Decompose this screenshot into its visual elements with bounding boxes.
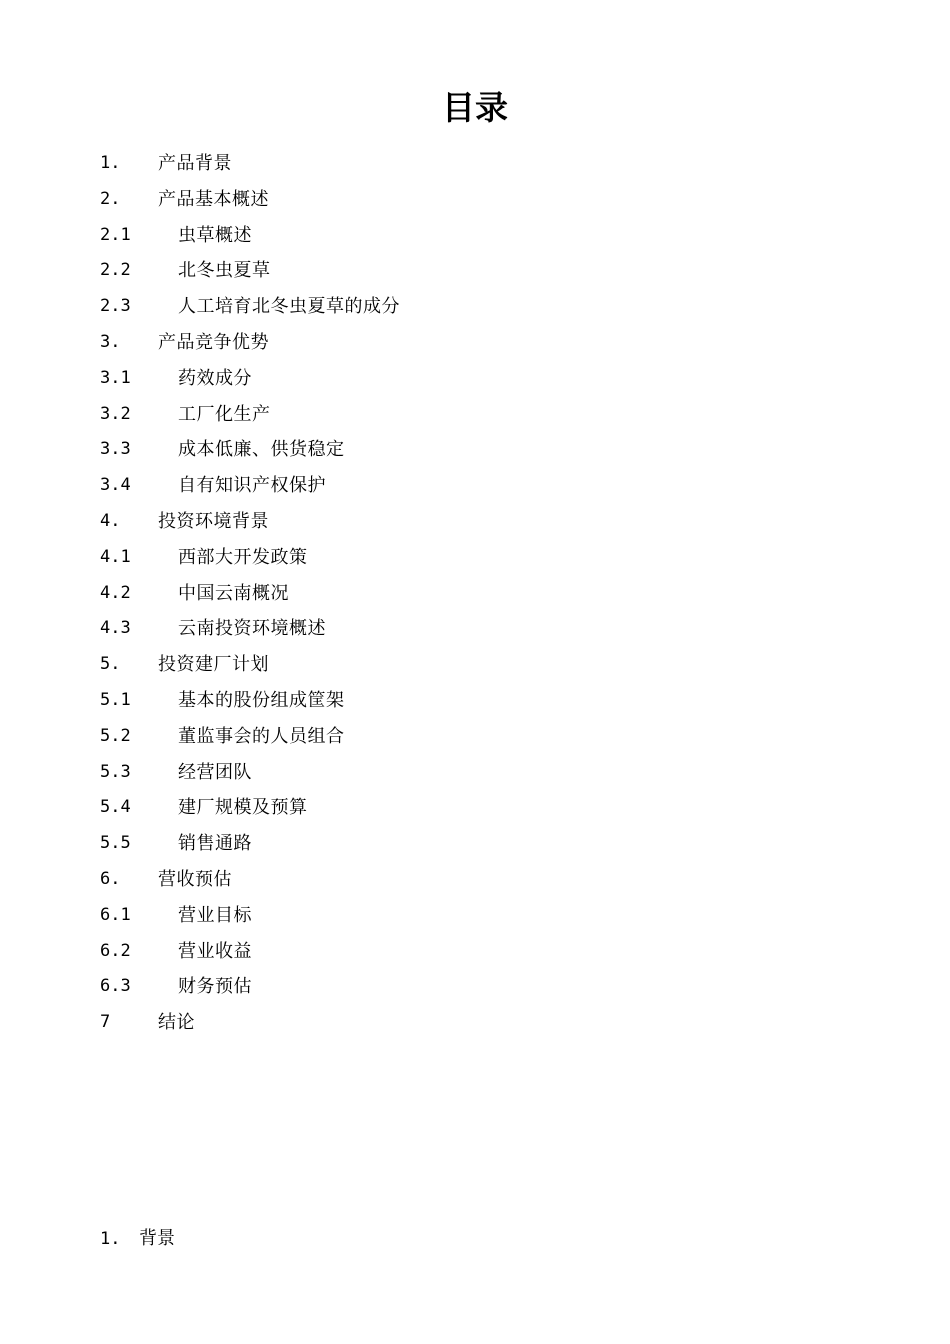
toc-entry-number: 3.4 <box>100 475 131 496</box>
toc-entry-label: 营收预估 <box>158 868 232 890</box>
toc-entry-label: 财务预估 <box>178 976 252 998</box>
toc-entry-number: 4.2 <box>100 582 131 603</box>
toc-entry-number: 5.3 <box>100 761 131 782</box>
toc-entry[interactable] <box>100 504 860 540</box>
toc-entry-label: 营业收益 <box>178 940 252 962</box>
toc-entry-label: 营业目标 <box>178 904 252 926</box>
toc-entry-number: 4.3 <box>100 618 131 639</box>
toc-entry-label: 人工培育北冬虫夏草的成分 <box>178 296 400 318</box>
toc-entry-number: 2.1 <box>100 224 131 245</box>
toc-entry[interactable] <box>100 432 860 468</box>
toc-entry[interactable] <box>100 468 860 504</box>
toc-entry[interactable] <box>100 647 860 683</box>
toc-entry-label: 产品基本概述 <box>158 188 269 210</box>
toc-entry-number: 5.1 <box>100 689 131 710</box>
toc-entry[interactable] <box>100 361 860 397</box>
toc-entry[interactable] <box>100 898 860 934</box>
toc-entry-number: 3.2 <box>100 403 131 424</box>
toc-entry[interactable] <box>100 289 860 325</box>
toc-entry-number: 3.3 <box>100 439 131 460</box>
toc-entry[interactable] <box>100 218 860 254</box>
toc-entry[interactable] <box>100 611 860 647</box>
toc-entry[interactable] <box>100 253 860 289</box>
toc-entry-number: 4.1 <box>100 546 131 567</box>
toc-entry-number: 5.2 <box>100 725 131 746</box>
toc-entry[interactable] <box>100 146 860 182</box>
toc-entry[interactable] <box>100 862 860 898</box>
toc-entry-label: 工厂化生产 <box>178 403 271 425</box>
toc-entry-number: 5.5 <box>100 833 131 854</box>
toc-entry-label: 北冬虫夏草 <box>178 260 271 282</box>
toc-entry-number: 2.3 <box>100 296 131 317</box>
toc-entry-number: 6.1 <box>100 904 131 925</box>
page-title: 目录 <box>442 88 508 127</box>
toc-entry[interactable] <box>100 576 860 612</box>
toc-entry-label: 产品背景 <box>158 153 232 174</box>
toc-entry-label: 销售通路 <box>178 833 252 855</box>
toc-entry[interactable] <box>100 934 860 970</box>
toc-entry[interactable] <box>100 540 860 576</box>
toc-entry-number: 2. <box>100 188 121 209</box>
toc-entry-label: 董监事会的人员组合 <box>178 725 345 747</box>
toc-entry-number: 3. <box>100 331 121 352</box>
toc-entry-number: 3.1 <box>100 367 131 388</box>
toc-entry-label: 西部大开发政策 <box>178 546 308 568</box>
section-title: 背景 <box>139 1228 175 1249</box>
toc-entry-label: 基本的股份组成筐架 <box>178 689 345 711</box>
toc-entry-number: 5.4 <box>100 797 131 818</box>
table-of-contents <box>100 146 860 1041</box>
toc-entry-label: 药效成分 <box>178 367 252 389</box>
toc-entry-label: 中国云南概况 <box>178 582 289 604</box>
toc-entry-number: 1. <box>100 153 121 173</box>
toc-entry[interactable] <box>100 826 860 862</box>
toc-entry[interactable] <box>100 683 860 719</box>
toc-entry-label: 虫草概述 <box>178 224 252 246</box>
toc-entry-number: 7 <box>100 1012 111 1033</box>
toc-entry-number: 5. <box>100 654 121 675</box>
toc-entry-number: 4. <box>100 510 121 531</box>
toc-entry[interactable] <box>100 790 860 826</box>
toc-entry-label: 云南投资环境概述 <box>178 618 326 640</box>
toc-entry[interactable] <box>100 325 860 361</box>
toc-entry[interactable] <box>100 969 860 1005</box>
toc-entry-label: 成本低廉、供货稳定 <box>178 439 345 461</box>
toc-entry-label: 投资环境背景 <box>158 510 269 532</box>
toc-entry-number: 6.2 <box>100 940 131 961</box>
toc-entry-number: 6.3 <box>100 976 131 997</box>
toc-entry[interactable] <box>100 719 860 755</box>
toc-entry[interactable] <box>100 397 860 433</box>
toc-entry[interactable] <box>100 182 860 218</box>
toc-entry-number: 2.2 <box>100 260 131 281</box>
toc-entry-label: 产品竞争优势 <box>158 331 269 353</box>
section-number: 1. <box>100 1229 121 1249</box>
toc-entry[interactable] <box>100 755 860 791</box>
toc-entry-number: 6. <box>100 868 121 889</box>
toc-entry-label: 经营团队 <box>178 761 252 783</box>
toc-entry-label: 结论 <box>158 1012 195 1034</box>
toc-entry[interactable] <box>100 1005 860 1041</box>
toc-entry-label: 投资建厂计划 <box>158 654 269 676</box>
toc-entry-label: 建厂规模及预算 <box>178 797 308 819</box>
toc-entry-label: 自有知识产权保护 <box>178 475 326 497</box>
